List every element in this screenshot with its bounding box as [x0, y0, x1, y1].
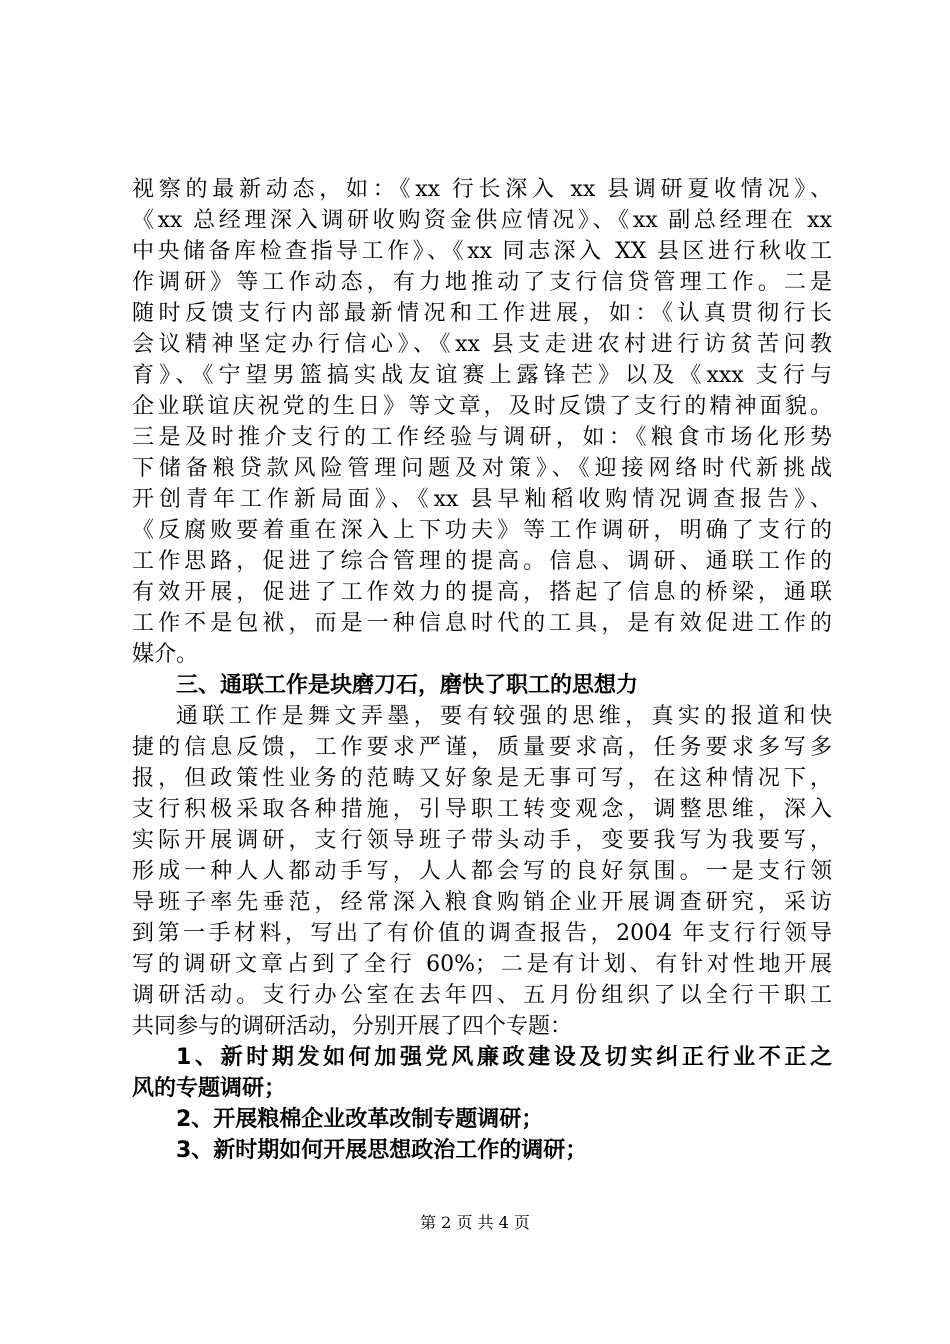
text-line: 调研活动。支行办公室在去年四、五月份组织了以全行干职工 — [132, 983, 832, 1008]
text-line: 育》、《宁望男篮搞实战友谊赛上露锋芒》以及《xxx 支行与 — [132, 363, 832, 388]
text-line: 有效开展，促进了工作效力的提高，搭起了信息的桥梁，通联 — [132, 580, 832, 605]
text-line: 开创青年工作新局面》、《xx 县早籼稻收购情况调查报告》、 — [132, 487, 832, 512]
text-line: 三是及时推介支行的工作经验与调研，如：《粮食市场化形势 — [132, 425, 832, 450]
list-item: 2、开展粮棉企业改革改制专题调研； — [176, 1107, 544, 1132]
text-line: 报，但政策性业务的范畴又好象是无事可写，在这种情况下， — [132, 766, 832, 791]
text-line: 《xx 总经理深入调研收购资金供应情况》、《xx 副总经理在 xx — [132, 208, 832, 233]
text-line: 《反腐败要着重在深入上下功夫》等工作调研，明确了支行的 — [132, 518, 832, 543]
text-line: 写的调研文章占到了全行 60%；二是有计划、有针对性地开展 — [132, 952, 832, 977]
page-footer: 第 2 页 共 4 页 — [420, 1213, 530, 1232]
list-item: 风的专题调研； — [132, 1076, 287, 1101]
text-line: 形成一种人人都动手写，人人都会写的良好氛围。一是支行领 — [132, 859, 832, 884]
body-paragraph-1 — [132, 174, 832, 1166]
text-line: 企业联谊庆祝党的生日》等文章，及时反馈了支行的精神面貌。 — [132, 394, 832, 419]
text-line: 实际开展调研，支行领导班子带头动手，变要我写为我要写， — [132, 828, 832, 853]
text-line: 共同参与的调研活动，分别开展了四个专题： — [132, 1014, 573, 1039]
text-line: 导班子率先垂范，经常深入粮食购销企业开展调查研究，采访 — [132, 890, 832, 915]
text-line: 中央储备库检查指导工作》、《xx 同志深入 XX 县区进行秋收工 — [132, 239, 832, 264]
list-item: 1、新时期发如何加强党风廉政建设及切实纠正行业不正之 — [176, 1045, 832, 1070]
text-line: 作调研》等工作动态，有力地推动了支行信贷管理工作。二是 — [132, 270, 832, 295]
text-line: 会议精神坚定办行信心》、《xx 县支走进农村进行访贫苦问教 — [132, 332, 832, 357]
text-line: 工作思路，促进了综合管理的提高。信息、调研、通联工作的 — [132, 549, 832, 574]
text-line: 到第一手材料，写出了有价值的调查报告，2004 年支行行领导 — [132, 921, 832, 946]
section-heading: 三、通联工作是块磨刀石，磨快了职工的思想力 — [176, 673, 639, 698]
text-line: 媒介。 — [132, 642, 199, 667]
list-item: 3、新时期如何开展思想政治工作的调研； — [176, 1138, 588, 1163]
text-line: 下储备粮贷款风险管理问题及对策》、《迎接网络时代新挑战 — [132, 456, 832, 481]
text-line: 捷的信息反馈，工作要求严谨，质量要求高，任务要求多写多 — [132, 735, 832, 760]
text-line: 视察的最新动态，如：《xx 行长深入 xx 县调研夏收情况》、 — [132, 177, 832, 202]
text-line: 通联工作是舞文弄墨，要有较强的思维，真实的报道和快 — [176, 704, 832, 729]
text-line: 随时反馈支行内部最新情况和工作进展，如：《认真贯彻行长 — [132, 301, 832, 326]
text-line: 支行积极采取各种措施，引导职工转变观念，调整思维，深入 — [132, 797, 832, 822]
text-line: 工作不是包袱，而是一种信息时代的工具，是有效促进工作的 — [132, 611, 832, 636]
